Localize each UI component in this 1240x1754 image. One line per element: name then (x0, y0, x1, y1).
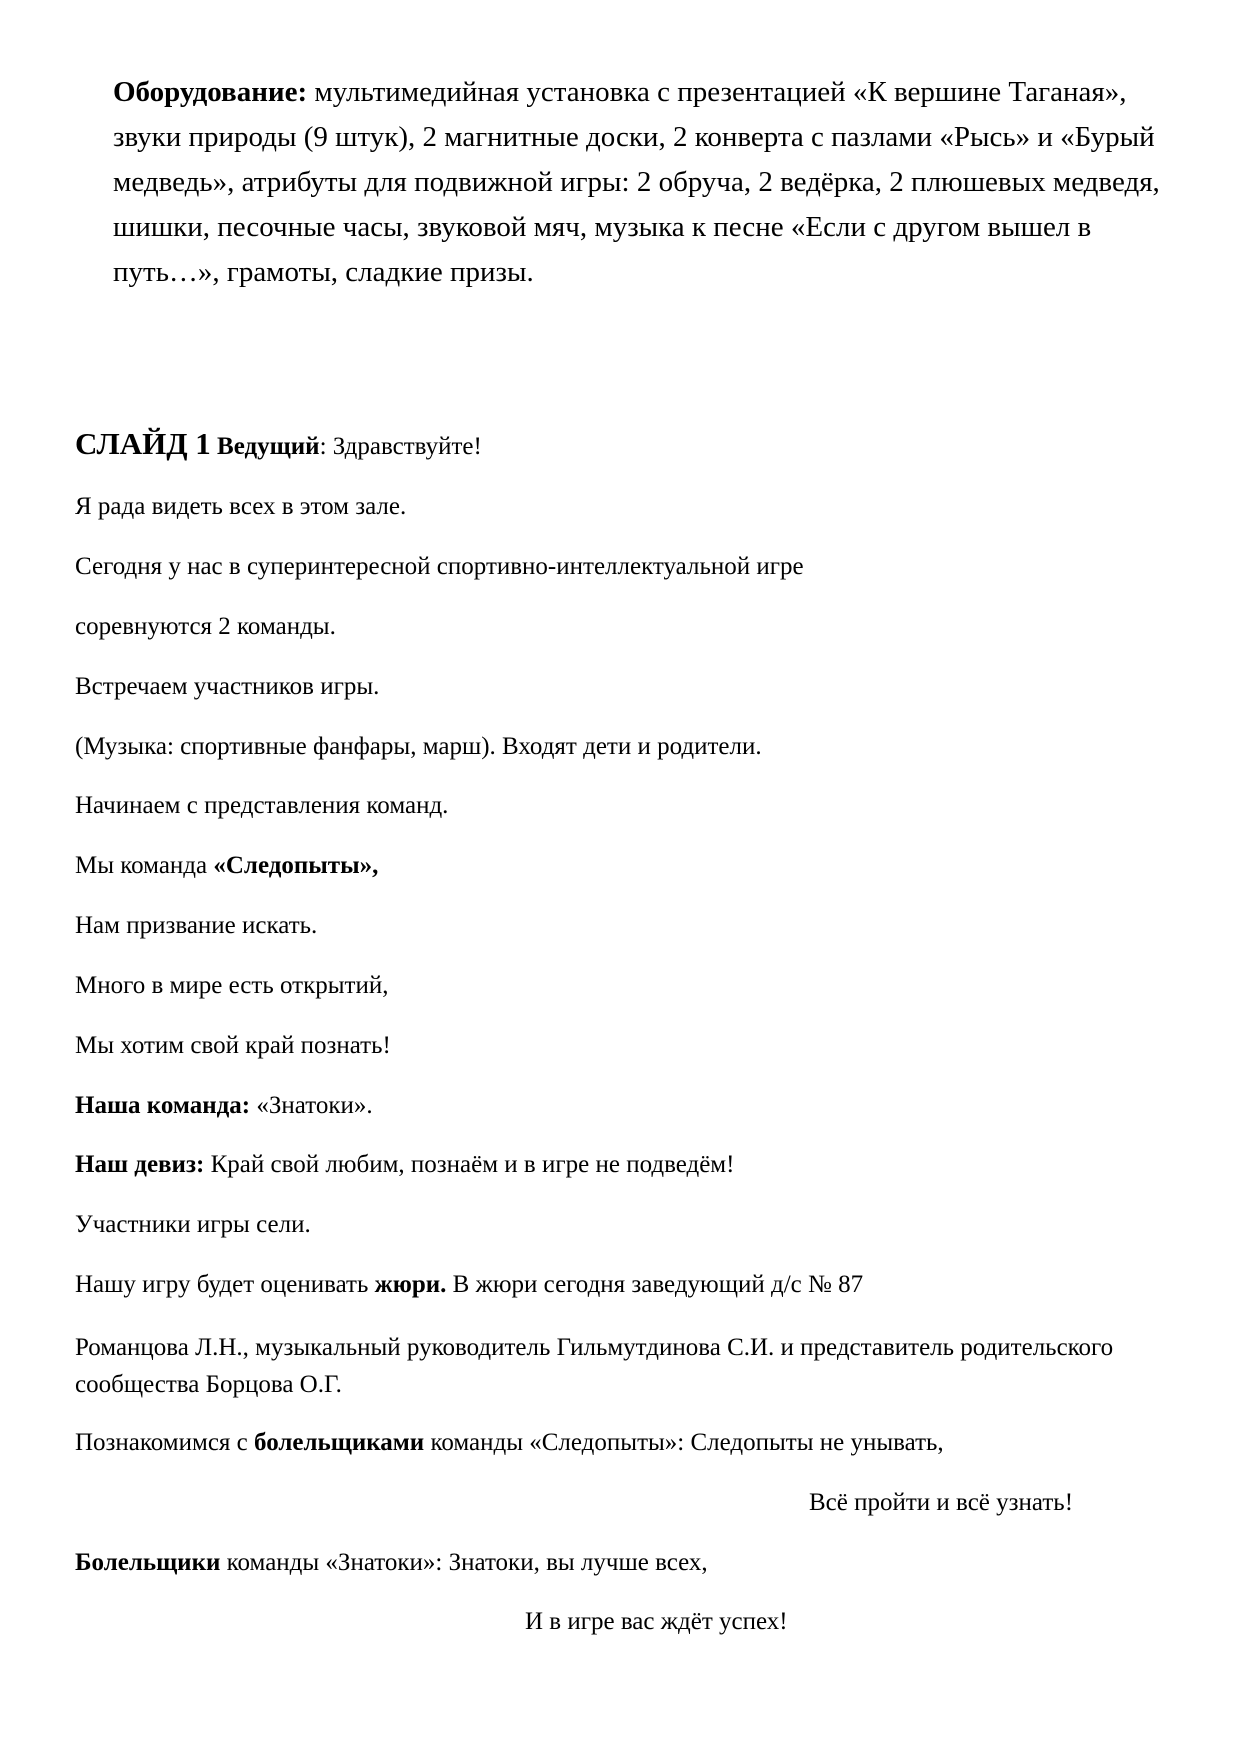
line-rest: В жюри сегодня заведующий д/с № 87 (446, 1271, 864, 1298)
greeting-text: : Здравствуйте! (319, 433, 482, 460)
text-line (75, 1149, 734, 1181)
line-rest: команды «Знатоки»: Знатоки, вы лучше всех, (220, 1549, 708, 1576)
line-rest: команды «Следопыты»: Следопыты не унывать, (424, 1429, 944, 1456)
text-line: соревнуются 2 команды. (75, 613, 336, 640)
text-line: Я рада видеть всех в этом зале. (75, 493, 407, 520)
team-name-znatoki: «Знатоки». (250, 1092, 373, 1119)
text-line: Встречаем участников игры. (75, 673, 380, 700)
text-line: Много в мире есть открытий, (75, 972, 389, 999)
equipment-text: мультимедийная установка с презентацией «К вершине Таганая», звуки природы (9 штук), 2 магнитные доски, 2 конверта с пазлами «Рысь» и «Бурый медведь», атрибуты для подвижной игры: 2 обруча, 2 ведёрка, 2 плюшевых медведя, шишки, песочные часы, звуковой мяч, музыка к песне «Если с другом вышел в путь…», грамоты, сладкие призы. (113, 76, 1160, 288)
motto-text: Край свой любим, познаём и в игре не подведём! (204, 1151, 735, 1178)
text-line (75, 1547, 708, 1579)
equipment-paragraph (113, 70, 1173, 295)
team-label: Наша команда: (75, 1092, 251, 1119)
line-prefix: Нашу игру будет оценивать (75, 1271, 375, 1298)
text-line: Мы хотим свой край познать! (75, 1032, 391, 1059)
jury-label: жюри. (374, 1271, 447, 1298)
slide-1-heading (75, 428, 482, 463)
text-line: Нам призвание искать. (75, 912, 318, 939)
text-line: И в игре вас ждёт успех! (525, 1608, 788, 1635)
speaker-label: Ведущий (217, 433, 320, 460)
text-line: Участники игры сели. (75, 1211, 311, 1238)
line-prefix: Мы команда (75, 852, 214, 879)
text-line (75, 1090, 373, 1122)
text-line (75, 1427, 944, 1459)
line-prefix: Познакомимся с (75, 1429, 255, 1456)
text-line (75, 850, 378, 882)
text-line: Романцова Л.Н., музыкальный руководитель Гильмутдинова С.И. и представитель родительского сообщества Борцова О.Г. (75, 1334, 1114, 1398)
team-name-sledopyty: «Следопыты», (213, 852, 379, 879)
text-line: Всё пройти и всё узнать! (809, 1489, 1074, 1516)
motto-label: Наш девиз: (75, 1151, 205, 1178)
fans-label: Болельщики (75, 1549, 221, 1576)
text-line: Сегодня у нас в суперинтересной спортивно-интеллектуальной игре (75, 553, 804, 580)
text-line: Начинаем с представления команд. (75, 792, 449, 819)
equipment-label: Оборудование: (113, 76, 308, 108)
text-line (75, 1269, 863, 1301)
fans-label: болельщиками (254, 1429, 425, 1456)
text-line: (Музыка: спортивные фанфары, марш). Входят дети и родители. (75, 733, 762, 760)
slide-title: СЛАЙД 1 (75, 426, 211, 461)
